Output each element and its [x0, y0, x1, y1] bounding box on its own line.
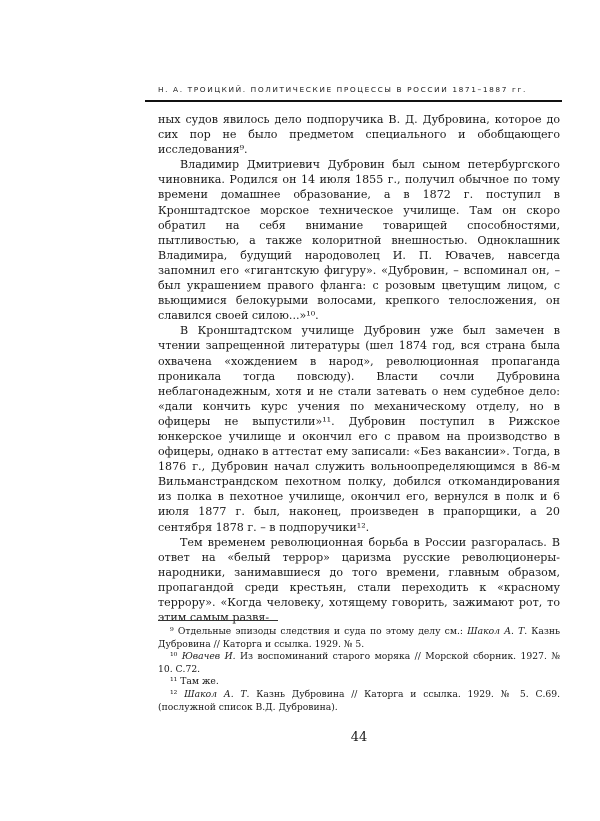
footnote-10 — [158, 651, 560, 676]
paragraph-1: ных судов явилось дело подпоручика В. Д. Дубровина, которое до сих пор не было предметом специального и обобщающего исследования⁹. — [158, 113, 560, 157]
footnote-mark: ¹⁰ — [170, 651, 178, 663]
footnote-author: Шакол А. Т. — [184, 688, 250, 700]
page-number: 44 — [350, 730, 368, 745]
footnote-citation: Там же. — [180, 676, 219, 688]
footnote-citation: Казнь Дубровина // Каторга и ссылка. 1929. № 5. — [158, 626, 561, 650]
footnote-citation: Казнь Дубровина // Каторга и ссылка. 1929. № 5. С.69. (послужной список В.Д. Дубровина). — [158, 688, 561, 713]
footnote-author: Ювачев И. — [181, 651, 236, 663]
main-text — [158, 112, 560, 625]
footnote-mark: ⁹ — [170, 626, 174, 637]
footnote-rule — [158, 620, 278, 621]
running-head: Н. А. ТРОИЦКИЙ. ПОЛИТИЧЕСКИЕ ПРОЦЕССЫ В РОССИИ 1871–1887 гг. — [158, 85, 527, 94]
paragraph-3: В Кронштадтском училище Дубровин уже был замечен в чтении запрещенной литературы (шел 1874 год, вся страна была охвачена «хождением в народ», революционная пропаганда проникала тогда повсюду). Власти сочли Дубровина неблагонадежным, хотя и не стали затевать о нем судебное дело: «дали кончить курс учения по механическому отделу, но в офицеры не выпустили»¹¹. Дубровин поступил в Рижское юнкерское училище и окончил его с правом на производство в офицеры, однако в аттестат ему записали: «Без вакансии». Тогда, в 1876 г., Дубровин начал служить вольноопределяющимся в 86-м Вильманстрандском пехотном полку, добился откомандирования из полка в пехотное училище, окончил его, вернулся в полк и 6 июля 1877 г. был, наконец, произведен в прапорщики, а 20 сентября 1878 г. – в подпоручики¹². — [158, 324, 560, 534]
footnote-12 — [158, 689, 560, 714]
paragraph-2: Владимир Дмитриевич Дубровин был сыном петербургского чиновника. Родился он 14 июля 1855 г., получил обычное по тому времени домашнее образование, а в 1872 г. поступил в Кронштадтское морское техническое училище. Там он скоро обратил на себя внимание товарищей способностями, пытливостью, а также колоритной внешностью. Одноклашник Владимира, будущий народоволец И. П. Ювачев, навсегда запомнил его «гигантскую фигуру». «Дубровин, – вспоминал он, – был украшением правого фланга: с розовым цветущим лицом, с вьющимися белокурыми волосами, крепкого телосложения, он славился своей силою...»¹⁰. — [158, 158, 560, 323]
footnote-mark: ¹¹ — [170, 676, 178, 688]
footnote-citation: Из воспоминаний старого моряка // Морской сборник. 1927. № 10. С.72. — [158, 651, 561, 675]
footnote-9 — [158, 626, 560, 651]
footnote-11 — [158, 676, 560, 689]
paragraph-4: Тем временем революционная борьба в России разгоралась. В ответ на «белый террор» царизма русские революционеры-народники, занимавшиеся до того времени, главным образом, пропагандой среди крестьян, стали переходить к «красному террору». «Когда человеку, хотящему говорить, зажимают рот, то этим самым развя- — [158, 535, 560, 625]
footnote-author: Шакол А. Т. — [467, 626, 528, 637]
footnote-mark: ¹² — [170, 688, 178, 700]
header-rule — [145, 100, 562, 102]
footnote-lead: Отдельные эпизоды следствия и суда по этому делу см.: — [177, 626, 463, 637]
footnotes — [158, 626, 560, 714]
